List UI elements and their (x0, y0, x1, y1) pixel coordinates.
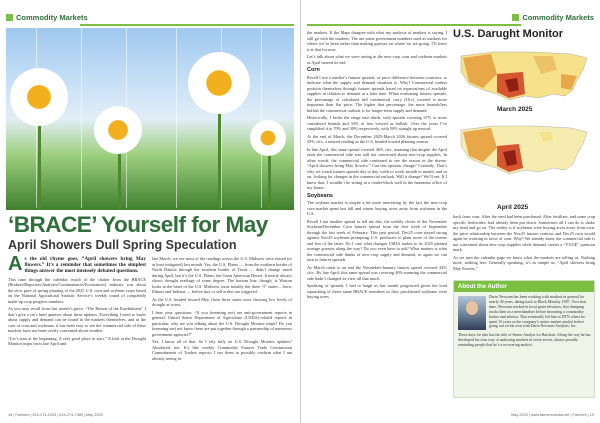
footer-left: 18 | Farmers | 515-274-2333 | 515-274-7389 | May 2025 (8, 413, 103, 417)
right-column-2 (453, 214, 595, 276)
paragraph: As March came to an end the November-January futures spread covered 44% cfcc. By late April, this same spread was covering 46% meaning the commercial side hadn’t changed its view all that much. (307, 264, 447, 281)
author-bio: Darin Newsom has been working with markets in general for nearly 40 years, dating back to Black Monday 1987. Over that time, Newsom worked in local grain elevators, first dumping trucks then as a merchandiser before becoming a commodity broker and advisor. That eventually led him to DTN where he spent 15 years as the company’s senior market analyst before going out on his own with Darin Newsom Analysis, Inc. (489, 295, 587, 329)
corn-heading: Corn (307, 67, 320, 73)
section-label: Commodity Markets (522, 13, 594, 22)
right-column-1 (307, 30, 447, 408)
paragraph: Recall I use a market’s futures spreads, or price difference between contracts, to indicate what the supply and demand situation is. Why? Commercial traders position themselves through futures spreads based on expectations of available supplies in relation to demand at a later date. When evaluating futures spreads, the percentage of calculated full commercial carry (JJcc) covered is more important than flat price. The higher that percentage, the more bearish/less bullish the commercial outlook is for longer-term supply and demand. (307, 74, 447, 113)
author-photo (458, 296, 486, 330)
section-label: Commodity Markets (16, 13, 88, 22)
paragraph: As the U.S. headed toward May, those three states were showing low levels of drought at worst. (152, 296, 292, 307)
paragraph: back from corn. After the seed had been purchased. After fertilizer, and some crop specific herbicides, had already been put down. Sometimes all I can do is shake my head and go on. The reality is if soybeans were buying acres away from corn, the price relationship between the Nov25 futures contract and Dec25 corn would again be working in favor of corn. Why? We already know the commercial side is not concerned about new-crop supplies while demand carries a “YUGE” question mark. (453, 214, 595, 252)
right-page (300, 0, 600, 423)
left-column-2 (152, 256, 292, 411)
section-square-icon (6, 14, 13, 21)
paragraph: Let’s talk about what we were seeing in the new-crop corn and soybean markets as April neared its end. (307, 54, 447, 65)
daffodil-photo (6, 28, 294, 210)
paragraph: Speaking of spreads, I had to laugh as last month progressed given the loud squawking of those same BRACE members as they proclaimed soybeans were buying acres (307, 283, 447, 299)
about-author-box (453, 280, 595, 398)
footer-right: May 2025 | www.farmersmedia.net | Farmers | 19 (511, 413, 594, 417)
paragraph: As we turn the calendar page we know what the markets are telling us. Nothing more, nothing less. Generally speaking, it’s as simple as, “April showers bring May flowers.” (453, 254, 595, 271)
paragraph: Yes, I know all of that. So I rely fully on U.S. Drought Monitor updates? Absolutely not. It’s like weekly Commodity Futures Trade Commission Commitments of Traders reports; I use them to possibly confirm what I am already seeing in (152, 339, 292, 361)
paragraph: Historically, I broke the range into thirds, with spreads covering 67% or more considered bearish and 33% or less viewed as bullish. Over the years I’ve simplified it to 70% and 30% respectively, with 50% straight up neutral. (307, 115, 447, 131)
paragraph: late March, we see most of the readings across the U.S. Midwest were erased (or at least mitigated) last month. Yes, the U.S. Plains — from the northern border of North Dakota through the southern border of Texas — didn’t change much during April, but it’s the U.S. Plains, the Great American Desert. It nearly always shows drought readings of some degree. The bottom line, though, is Watson looks at the heart of the U.S. Midwest, most notably the three “I” states – Iowa, Illinois and Indiana — before buy or sell orders are triggered. (152, 256, 292, 294)
paragraph: the markets. If the Maps disagree with what my analysis of markets is saying, I still go with the markets. The are some government numbers used as markets for where we’ve been rather than making guesses on where we are going. I’ll leave it at that for now. (307, 30, 447, 52)
paragraph: “Let’s start at the beginning. A very good place to start.” A look at the Drought Monitor maps from late April and (8, 335, 146, 347)
map-label-march: March 2025 (497, 106, 533, 113)
section-square-icon (512, 14, 519, 21)
paragraph: I hear your questions: “If you (meaning me) are anti-government reports in general, United States Department of Agriculture (USDA)-related reports in particular, why are you talking about the U.S. Drought Monitor maps? Do you (meaning me) not know these are put together through a partnership of numerous government agencies?” (152, 309, 292, 337)
drought-map-april (453, 118, 595, 178)
article-headline: ‘BRACE’ Yourself for May (8, 212, 268, 237)
author-bio-2: These days, he also has the title of Senior Analyst for Barchart. Along the way he has developed his own way of analyzing markets in every sector, always proudly reminding people that he’s a recovering analyst. (458, 333, 591, 347)
soybeans-heading: Soybeans (307, 192, 333, 199)
section-rule (307, 24, 521, 26)
map-title: U.S. Darught Monitor (453, 28, 563, 40)
paragraph: This time through the calendar, much of the chatter from the BRACE (Brokers/Reporters/Analysts/Commentators/Economists) industry was about the slow pace of spring planting of the 2025 U.S. corn and soybean crops based on the National Agricultural Statistic Service’s weekly round of completely made-up crop progress numbers. (8, 276, 146, 304)
drop-cap: A (8, 256, 23, 275)
paragraph: As you may recall from last month’s piece, “The Return of the Kardashians” I don’t give a rat’s hind quarters about these updates. Everything I need to know about supply and demand can be found in the markets themselves, and in the case of corn and soybeans, it has been easy to see the commercial side of these markets have not been overly concerned about weather. (8, 306, 146, 334)
section-header (6, 12, 88, 23)
paragraph: At the end of March, the December 2025-March 2026 futures spread covered 45% cfcc, a neutral reading as the U.S. headed toward planting season. (307, 133, 447, 144)
paragraph: In late April, this same spread covered 46% cfcc, meaning that despite the April rains the commercial side was still not concerned about new-crop supplies. In other words, the commercial side continued to see the reason in the rhyme: “April showers bring May flowers.” Can this opinion change? Certainly. That’s why we watch futures spreads day to day, week to week, month to month, and so on, looking for changes in the commercial outlook. Will it change? We’ll see. If I knew that, I wouldn’t be sitting at a cinder-block wall in the basement office of my house. (307, 146, 447, 190)
article-subhead: April Showers Dull Spring Speculation (8, 238, 237, 252)
section-header (512, 12, 594, 23)
about-author-title: About the Author (454, 281, 594, 292)
section-rule (80, 24, 294, 26)
paragraph: Recall I use another spread to tell me this, the weekly closes of the November Soybean/December Corn futures spread from the first week of September through the last week of February. This past period, Dec25 corn stayed strong against Nov25 soybeans prompting U.S. producers to plant more of the former and less of the latter. Do I care what changes USDA makes to its 2025 planted acreage guesses along the way? Do you even have to ask? What matters is what the commercial side thinks of new-crop supply and demand, so again we can turn to futures spreads. (307, 218, 447, 262)
paragraph: The soybean market is maybe a bit more interesting by the fact the new-crop corn market spent last fall and winter buying acres away from soybeans in the U.S. (307, 200, 447, 216)
map-label-april: April 2025 (497, 204, 529, 211)
intro-paragraph: As the old rhyme goes, “April showers bring May flowers.” It’s a reminder that sometimes the simplest things answer the most intensely debated questions. (8, 256, 146, 275)
left-column-1 (8, 256, 146, 411)
drought-map-march (453, 44, 595, 104)
